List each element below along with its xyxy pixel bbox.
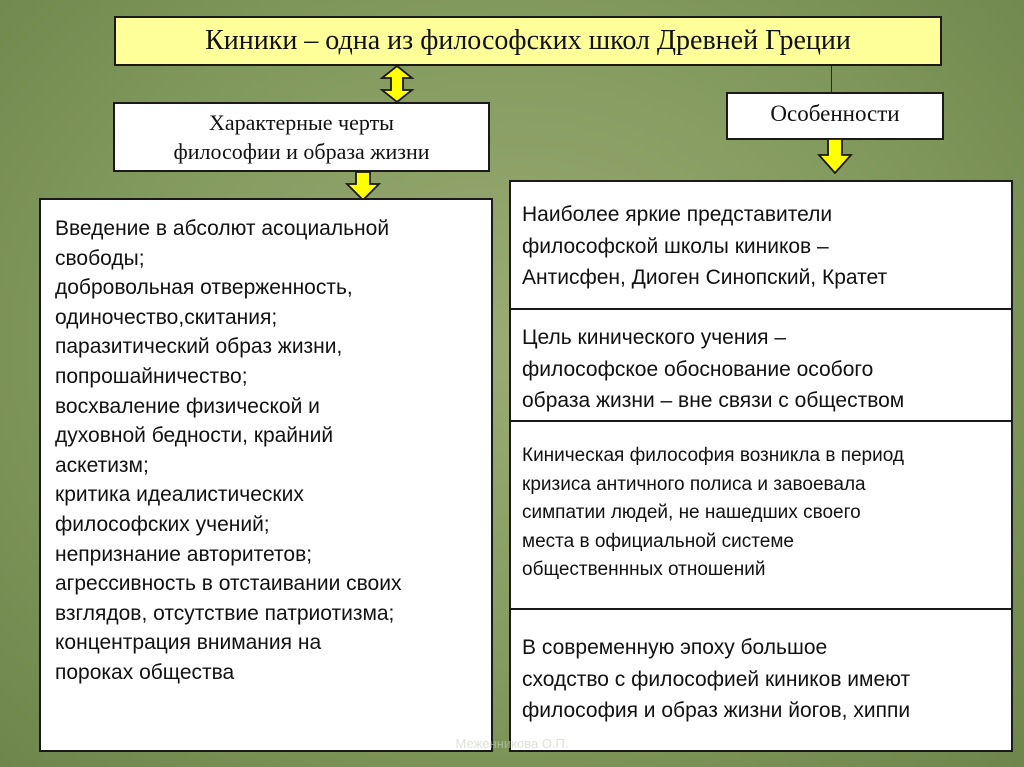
diagram-title: Киники – одна из философских школ Древней Греции (114, 16, 942, 66)
down-arrow-icon (816, 138, 854, 174)
list-item: духовной бедности, крайний (55, 424, 334, 448)
text-line: образа жизни – вне связи с обществом (522, 389, 905, 412)
list-item: паразитический образ жизни, (55, 335, 343, 359)
double-arrow-icon (378, 64, 416, 104)
goal-box (509, 308, 1013, 422)
list-item: свободы; (55, 246, 145, 270)
features-title-line: философии и образа жизни (173, 139, 430, 164)
features-title (113, 102, 490, 172)
text-line: симпатии людей, не нашедших своего (522, 502, 861, 523)
list-item: пороках общества (55, 660, 235, 684)
author-watermark: Меженникова О.П. (455, 736, 569, 751)
particulars-title: Особенности (726, 92, 944, 140)
list-item: философских учений; (55, 512, 270, 536)
text-line: Антисфен, Диоген Синопский, Кратет (522, 266, 888, 289)
list-item: Введение в абсолют асоциальной (55, 217, 390, 240)
list-item: непризнание авторитетов; (55, 542, 313, 566)
text-line: философия и образ жизни йогов, хиппи (522, 699, 911, 722)
text-line: Киническая философия возникла в период (522, 445, 904, 466)
list-item: попрошайничество; (55, 364, 248, 388)
list-item: концентрация внимания на (55, 631, 322, 655)
text-line: В современную эпоху большое (522, 636, 828, 659)
list-item: одиночество,скитания; (55, 305, 278, 329)
text-line: философское обоснование особого (522, 357, 874, 381)
features-title-line: Характерные черты (209, 110, 394, 135)
origin-box (509, 420, 1013, 610)
text-line: Наиболее яркие представители (522, 203, 833, 226)
text-line: Цель кинического учения – (522, 326, 787, 349)
connector-line (831, 66, 832, 92)
list-item: взглядов, отсутствие патриотизма; (55, 601, 395, 625)
text-line: философской школы киников – (522, 234, 829, 258)
list-item: аскетизм; (55, 453, 149, 477)
text-line: общественнных отношений (522, 559, 766, 580)
modern-era-box (509, 608, 1013, 752)
list-item: добровольная отверженность, (55, 276, 353, 300)
text-line: сходство с философией киников имеют (522, 667, 911, 691)
list-item: агрессивность в отстаивании своих (55, 572, 402, 596)
down-arrow-icon (344, 171, 382, 201)
features-list (39, 198, 493, 752)
text-line: места в официальной системе (522, 530, 794, 552)
list-item: критика идеалистических (55, 483, 304, 507)
representatives-box (509, 180, 1013, 310)
list-item: восхваление физической и (55, 394, 320, 418)
text-line: кризиса античного полиса и завоевала (522, 473, 866, 495)
